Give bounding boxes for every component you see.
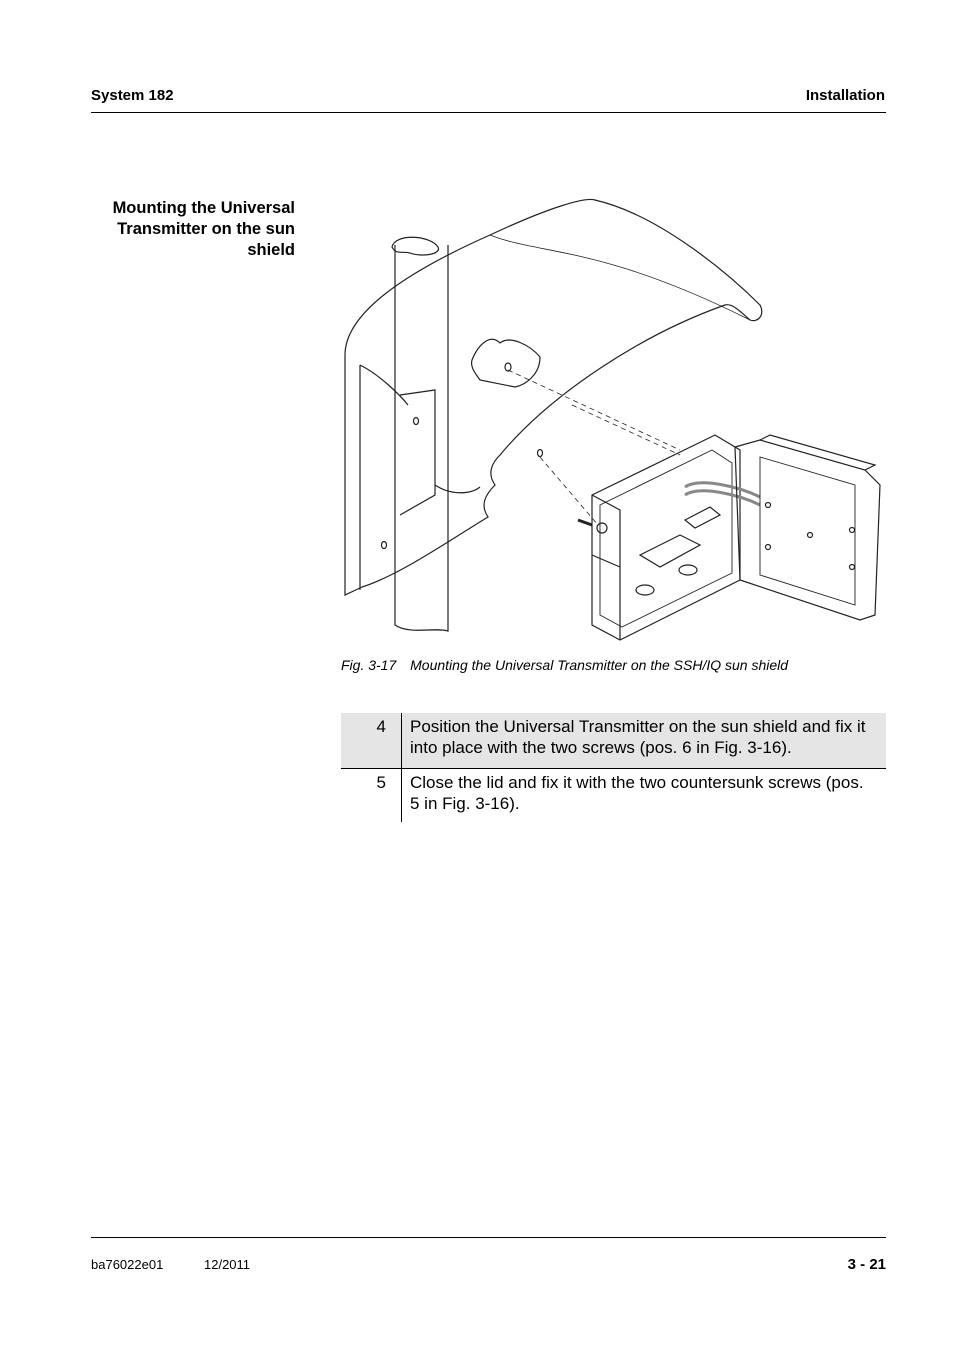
step-row	[341, 769, 886, 823]
step-text: Close the lid and fix it with the two countersunk screws (pos. 5 in Fig. 3-16).	[410, 773, 864, 813]
step-number: 5	[341, 769, 402, 823]
document-date: 12/2011	[204, 1257, 251, 1272]
figure-number: Fig. 3-17	[341, 657, 397, 673]
step-text: Position the Universal Transmitter on the sun shield and fix it into place with the two screws (pos. 6 in Fig. 3-16).	[402, 713, 887, 769]
page-number: 3 - 21	[847, 1256, 886, 1273]
step-number: 4	[341, 713, 402, 769]
section-heading: Mounting the Universal Transmitter on the sun shield	[112, 199, 295, 259]
footer-rule	[91, 1237, 886, 1238]
running-header-chapter: Installation	[805, 87, 885, 104]
figure-caption	[341, 657, 788, 673]
step-row	[341, 713, 886, 769]
mounting-illustration	[340, 195, 885, 645]
header-rule	[91, 112, 886, 113]
instruction-steps-table	[341, 713, 886, 822]
figure-caption-text: Mounting the Universal Transmitter on the SSH/IQ sun shield	[410, 657, 789, 673]
document-code: ba76022e01	[91, 1257, 164, 1272]
running-header-title: System 182	[91, 87, 174, 104]
